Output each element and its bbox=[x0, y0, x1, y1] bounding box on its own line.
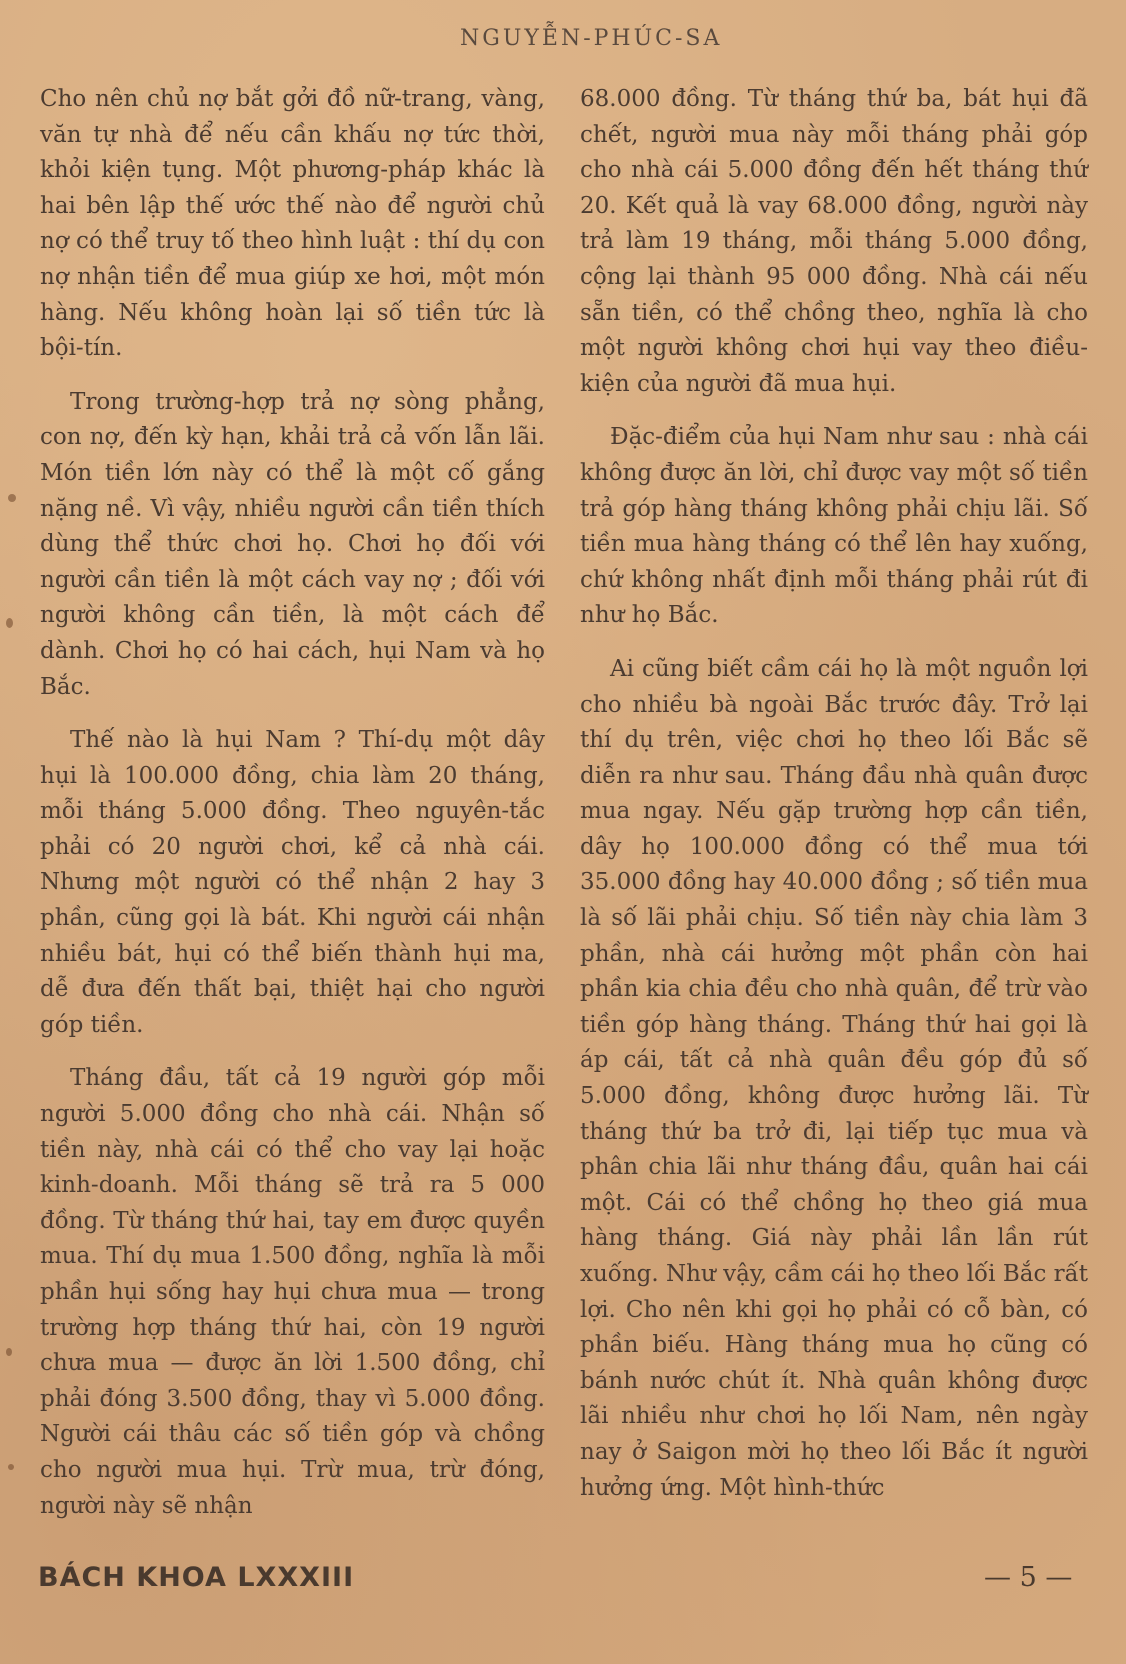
right-paragraph-2: Đặc-điểm của hụi Nam như sau : nhà cái không được ăn lời, chỉ được vay một số tiền trả góp hàng tháng không phải chịu lãi. Số tiền mua hàng tháng có thể lên hay xuống, chứ không nhất định mỗi tháng phải rút đi như họ Bắc. bbox=[580, 424, 1088, 629]
running-header: NGUYỄN-PHÚC-SA bbox=[460, 26, 723, 51]
left-paragraph-3: Thế nào là hụi Nam ? Thí-dụ một dây hụi là 100.000 đồng, chia làm 20 tháng, mỗi tháng 5.000 đồng. Theo nguyên-tắc phải có 20 người chơi, kể cả nhà cái. Nhưng một người có thể nhận 2 hay 3 phần, cũng gọi là bát. Khi người cái nhận nhiều bát, hụi có thể biến thành hụi ma, dễ đưa đến thất bại, thiệt hại cho người góp tiền. bbox=[40, 727, 545, 1038]
paper-blemish bbox=[6, 1348, 12, 1356]
paper-blemish bbox=[8, 1464, 14, 1470]
left-column bbox=[40, 82, 545, 1542]
right-paragraph-3: Ai cũng biết cầm cái họ là một nguồn lợi cho nhiều bà ngoài Bắc trước đây. Trở lại thí dụ trên, việc chơi họ theo lối Bắc sẽ diễn ra như sau. Tháng đầu nhà quân được mua ngay. Nếu gặp trường hợp cần tiền, dây họ 100.000 đồng có thể mua tới 35.000 đồng hay 40.000 đồng ; số tiền mua là số lãi phải chịu. Số tiền này chia làm 3 phần, nhà cái hưởng một phần còn hai phần kia chia đều cho nhà quân, để trừ vào tiền góp hàng tháng. Tháng thứ hai gọi là áp cái, tất cả nhà quân đều góp đủ số 5.000 đồng, không được hưởng lãi. Từ tháng thứ ba trở đi, lại tiếp tục mua và phân chia lãi như tháng đầu, quân hai cái một. Cái có thể chồng họ theo giá mua hàng tháng. Giá này phải lần lần rút xuống. Như vậy, cầm cái họ theo lối Bắc rất lợi. Cho nên khi gọi họ phải có cỗ bàn, có phần biếu. Hàng tháng mua họ cũng có bánh nước chút ít. Nhà quân không được lãi nhiều như chơi họ lối Nam, nên ngày nay ở Saigon mời họ theo lối Bắc ít người hưởng ứng. Một hình-thức bbox=[580, 655, 1088, 1501]
left-paragraph-4: Tháng đầu, tất cả 19 người góp mỗi người 5.000 đồng cho nhà cái. Nhận số tiền này, nhà cái có thể cho vay lại hoặc kinh-doanh. Mỗi tháng sẽ trả ra 5 000 đồng. Từ tháng thứ hai, tay em được quyền mua. Thí dụ mua 1.500 đồng, nghĩa là mỗi phần hụi sống hay hụi chưa mua — trong trường hợp tháng thứ hai, còn 19 người chưa mua — được ăn lời 1.500 đồng, chỉ phải đóng 3.500 đồng, thay vì 5.000 đồng. Người cái thâu các số tiền góp và chồng cho người mua hụi. Trừ mua, trừ đóng, người này sẽ nhận bbox=[40, 1065, 545, 1519]
right-paragraph-1: 68.000 đồng. Từ tháng thứ ba, bát hụi đã chết, người mua này mỗi tháng phải góp cho nhà cái 5.000 đồng đến hết tháng thứ 20. Kết quả là vay 68.000 đồng, người này trả làm 19 tháng, mỗi tháng 5.000 đồng, cộng lại thành 95 000 đồng. Nhà cái nếu sẵn tiền, có thể chồng theo, nghĩa là cho một người không chơi hụi vay theo điều-kiện của người đã mua hụi. bbox=[580, 86, 1088, 397]
page-number: — 5 — bbox=[984, 1562, 1073, 1593]
paper-blemish bbox=[6, 618, 13, 628]
magazine-footer: BÁCH KHOA LXXXIII bbox=[38, 1562, 355, 1593]
right-column bbox=[580, 82, 1088, 1524]
left-paragraph-2: Trong trường-hợp trả nợ sòng phẳng, con nợ, đến kỳ hạn, khải trả cả vốn lẫn lãi. Món tiền lớn này có thể là một cố gắng nặng nề. Vì vậy, nhiều người cần tiền thích dùng thể thức chơi họ. Chơi họ đối với người cần tiền là một cách vay nợ ; đối với người không cần tiền, là một cách để dành. Chơi họ có hai cách, hụi Nam và họ Bắc. bbox=[40, 388, 545, 700]
left-paragraph-1: Cho nên chủ nợ bắt gởi đồ nữ-trang, vàng, văn tự nhà để nếu cần khấu nợ tức thời, khỏi kiện tụng. Một phương-pháp khác là hai bên lập thế ước thế nào để người chủ nợ có thể truy tố theo hình luật : thí dụ con nợ nhận tiền để mua giúp xe hơi, một món hàng. Nếu không hoàn lại số tiền tức là bội-tín. bbox=[40, 86, 545, 362]
paper-blemish bbox=[8, 494, 16, 502]
